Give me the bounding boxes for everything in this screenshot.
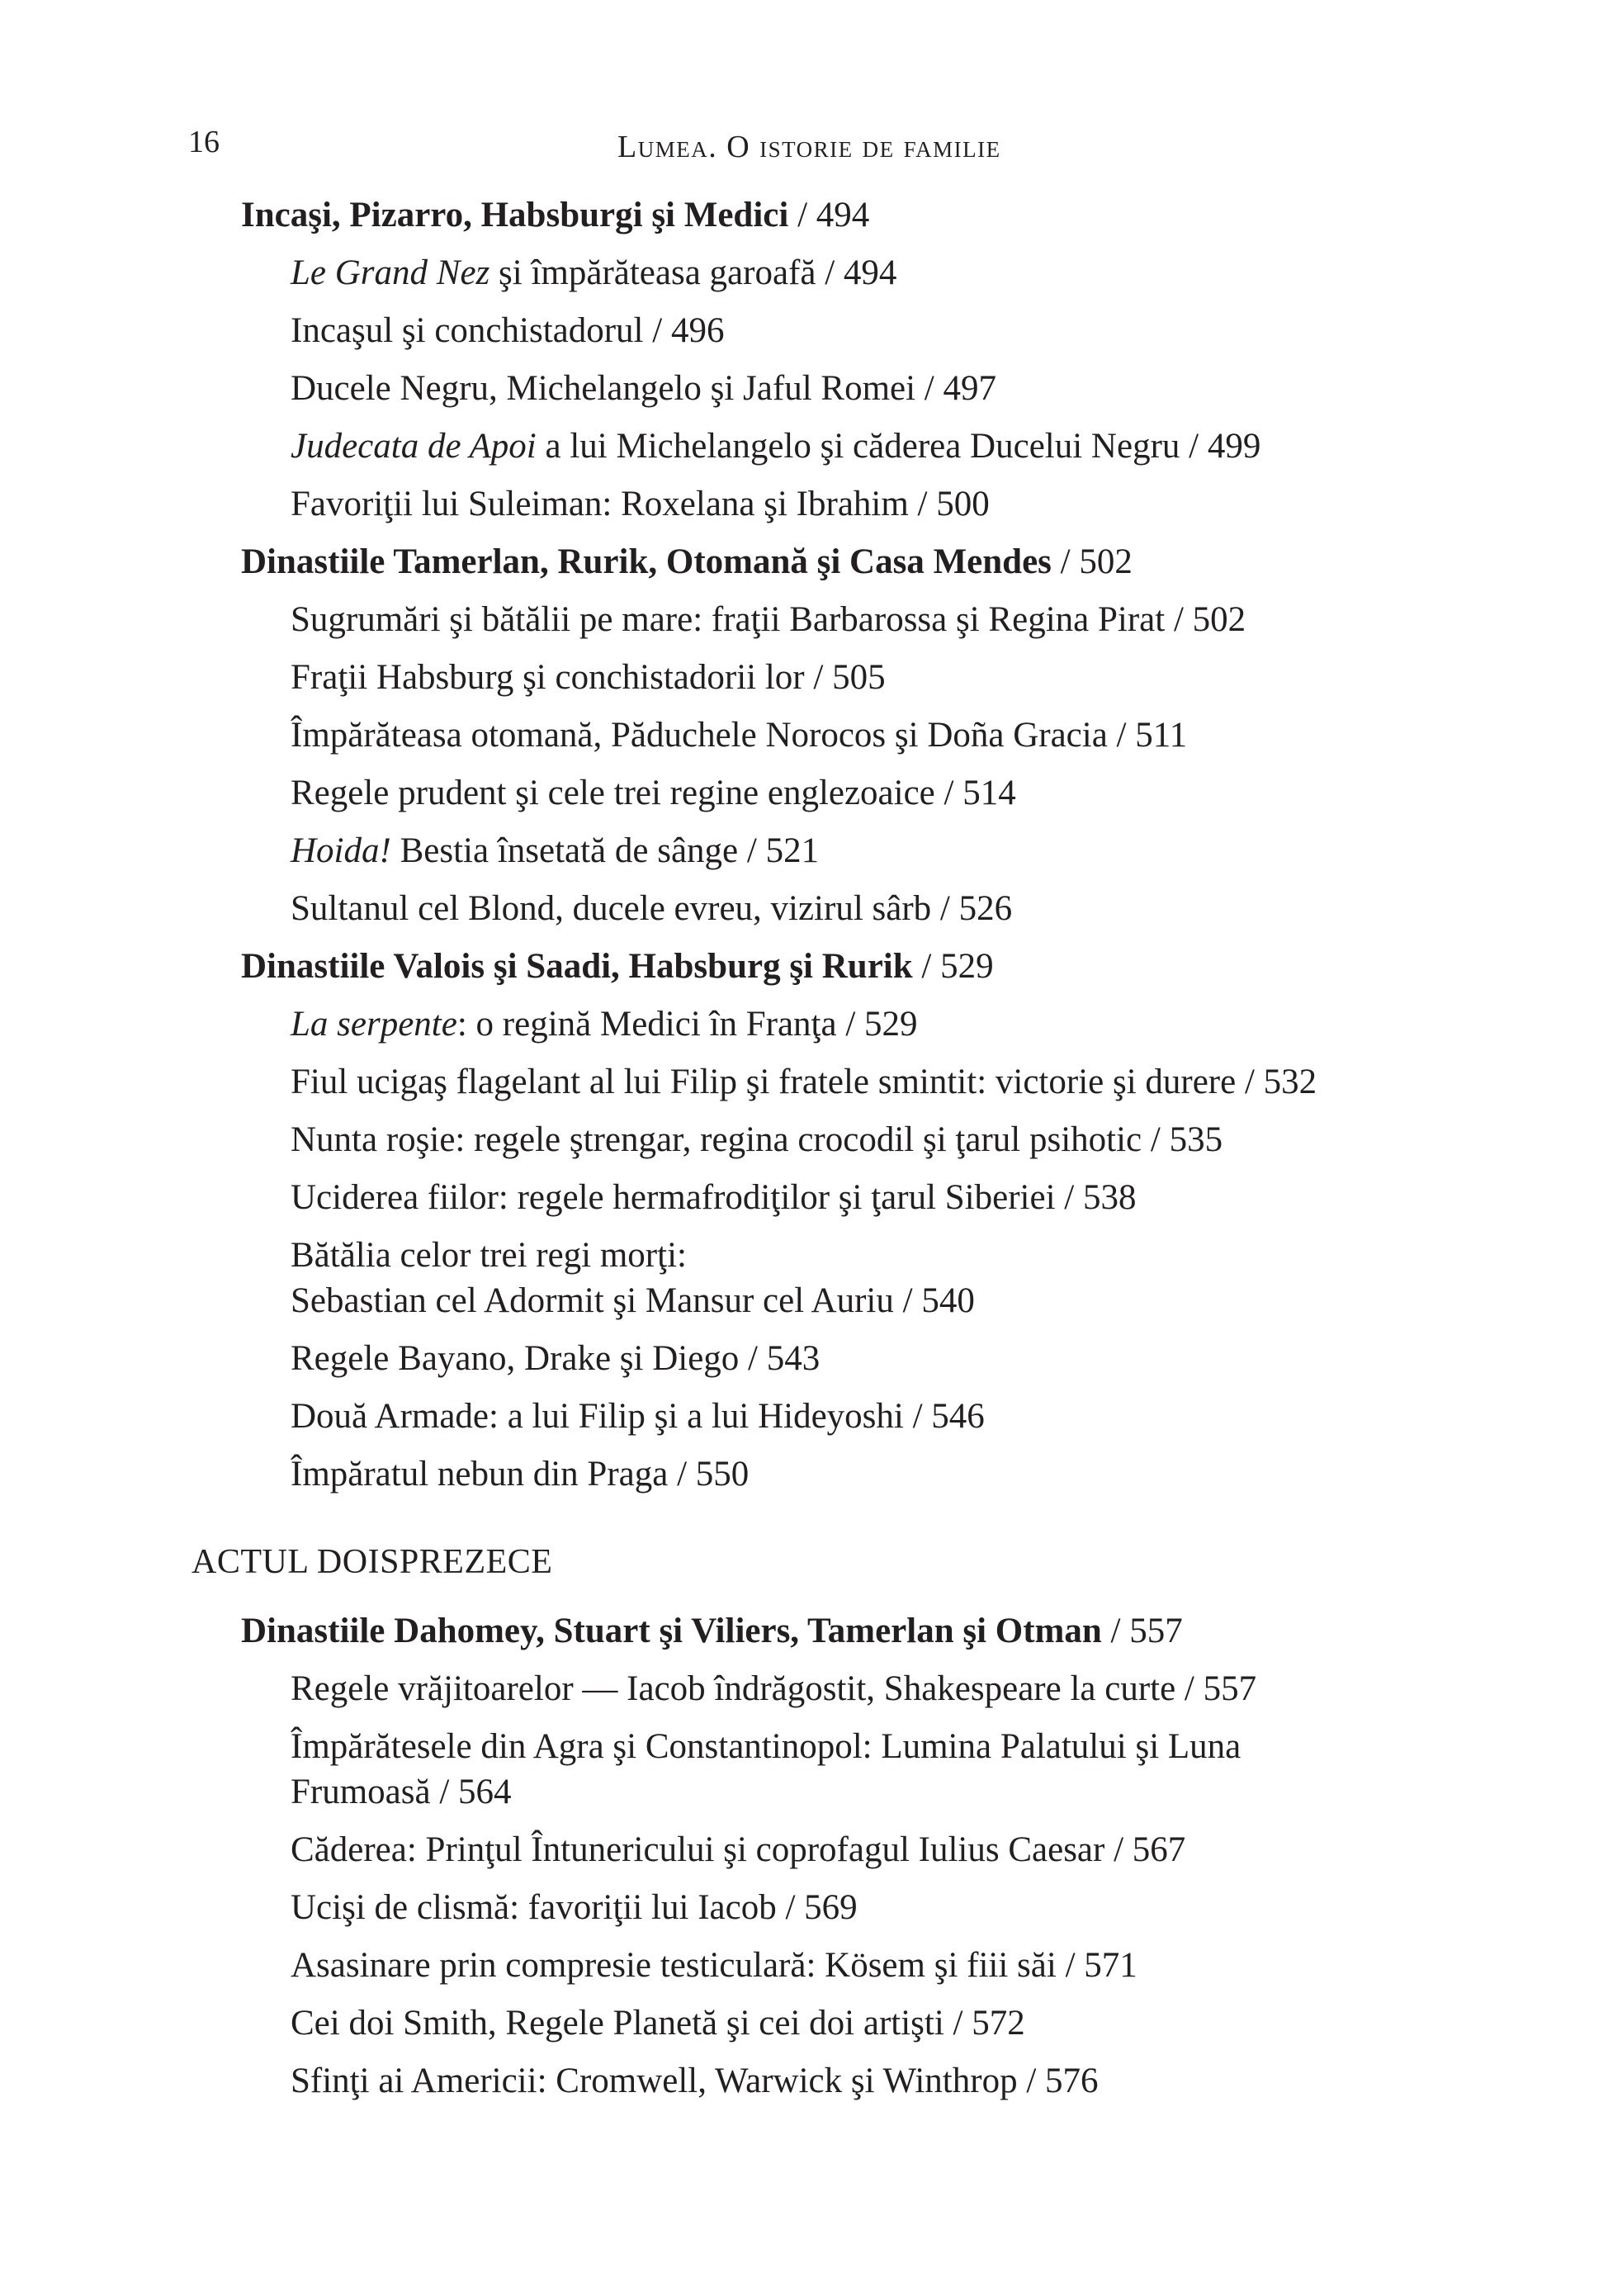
entry-italic: Hoida! <box>291 831 391 870</box>
section-title: Dinastiile Tamerlan, Rurik, Otomană şi Casa Mendes <box>241 542 1052 581</box>
toc-entry: Căderea: Prinţul Întunericului şi coprofagul Iulius Caesar / 567 <box>291 1830 1186 1869</box>
toc-entry: Două Armade: a lui Filip şi a lui Hideyoshi / 546 <box>291 1397 985 1436</box>
toc-entry: Bătălia celor trei regi morţi: <box>291 1236 687 1275</box>
toc-entry: Asasinare prin compresie testiculară: Kösem şi fiii săi / 571 <box>291 1946 1137 1985</box>
entry-text: a lui Michelangelo şi căderea Ducelui Negru / 499 <box>536 427 1261 466</box>
toc-section-heading <box>241 194 869 237</box>
toc-entry: Regele Bayano, Drake şi Diego / 543 <box>291 1339 821 1378</box>
entry-text: şi împărăteasa garoafă / 494 <box>489 253 897 292</box>
page-number: 16 <box>188 125 220 159</box>
toc-section-heading <box>241 1610 1183 1653</box>
toc-section-heading <box>241 945 994 988</box>
section-title: Incaşi, Pizarro, Habsburgi şi Medici <box>241 196 789 234</box>
toc-entry: Ucişi de clismă: favoriţii lui Iacob / 569 <box>291 1888 858 1927</box>
toc-entry: Ducele Negru, Michelangelo şi Jaful Romei / 497 <box>291 369 997 408</box>
toc-entry: Sultanul cel Blond, ducele evreu, vizirul sârb / 526 <box>291 889 1013 928</box>
toc-entry: Regele prudent şi cele trei regine englezoaice / 514 <box>291 774 1016 812</box>
toc-entry <box>291 830 819 873</box>
toc-section-heading <box>241 541 1133 584</box>
section-page: / 529 <box>912 947 994 986</box>
toc-entry: Regele vrăjitoarelor — Iacob îndrăgostit, Shakespeare la curte / 557 <box>291 1669 1257 1708</box>
toc-entry: Fiul ucigaş flagelant al lui Filip şi fratele smintit: victorie şi durere / 532 <box>291 1063 1317 1101</box>
toc-entry: Sfinţi ai Americii: Cromwell, Warwick şi Winthrop / 576 <box>291 2062 1099 2100</box>
toc-entry: Favoriţii lui Suleiman: Roxelana şi Ibrahim / 500 <box>291 485 990 523</box>
toc-entry: Împărăteasa otomană, Păduchele Norocos şi Doña Gracia / 511 <box>291 716 1188 755</box>
section-page: / 502 <box>1051 542 1133 581</box>
page-header <box>188 124 1410 173</box>
entry-italic: La serpente <box>291 1005 457 1044</box>
act-heading: ACTUL DOISPREZECE <box>192 1543 553 1581</box>
entry-text: Bestia însetată de sânge / 521 <box>390 831 820 870</box>
toc-entry-continuation: Sebastian cel Adormit şi Mansur cel Auriu / 540 <box>291 1281 975 1320</box>
toc-entry <box>291 1003 918 1046</box>
toc-entry: Sugrumări şi bătălii pe mare: fraţii Barbarossa şi Regina Pirat / 502 <box>291 600 1246 639</box>
toc-entry <box>291 252 896 295</box>
toc-entry: Fraţii Habsburg şi conchistadorii lor / 505 <box>291 658 886 697</box>
toc-entry: Cei doi Smith, Regele Planetă şi cei doi artişti / 572 <box>291 2004 1025 2043</box>
toc-entry-continuation: Frumoasă / 564 <box>291 1773 512 1811</box>
toc-entry: Împărătesele din Agra şi Constantinopol: Lumina Palatului şi Luna <box>291 1727 1241 1766</box>
toc-entry: Împăratul nebun din Praga / 550 <box>291 1455 750 1494</box>
section-page: / 557 <box>1101 1612 1183 1650</box>
section-title: Dinastiile Dahomey, Stuart şi Viliers, Tamerlan şi Otman <box>241 1612 1102 1650</box>
toc-entry: Nunta roşie: regele ştrengar, regina crocodil şi ţarul psihotic / 535 <box>291 1120 1223 1159</box>
section-title: Dinastiile Valois şi Saadi, Habsburg şi Rurik <box>241 947 913 986</box>
entry-text: : o regină Medici în Franţa / 529 <box>456 1005 918 1044</box>
entry-italic: Le Grand Nez <box>291 253 490 292</box>
toc-entry <box>291 425 1260 468</box>
entry-italic: Judecata de Apoi <box>291 427 537 466</box>
section-page: / 494 <box>788 196 870 234</box>
running-title: Lumea. O istorie de familie <box>617 130 1001 164</box>
toc-entry: Incaşul şi conchistadorul / 496 <box>291 311 725 350</box>
toc-entry: Uciderea fiilor: regele hermafrodiţilor şi ţarul Siberiei / 538 <box>291 1178 1137 1217</box>
